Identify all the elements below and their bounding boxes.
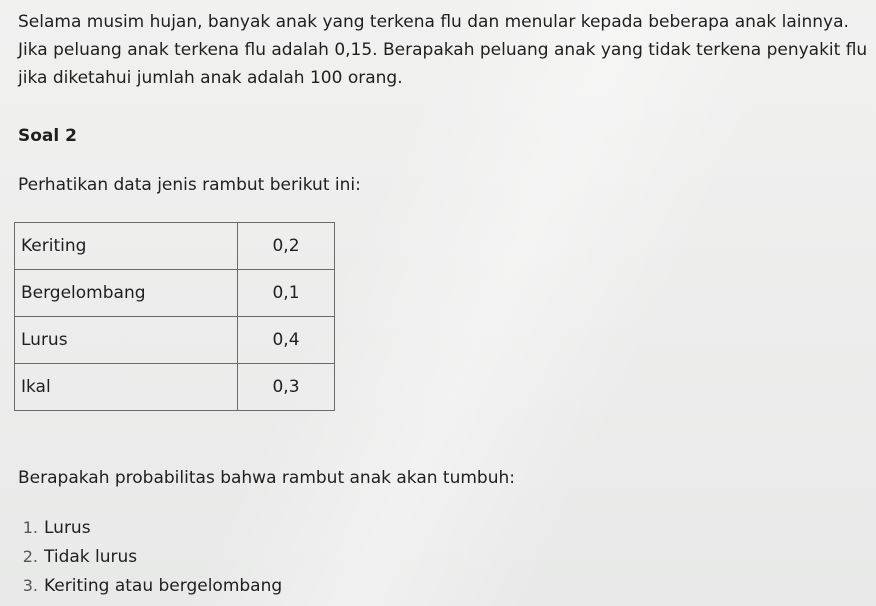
probability-cell: 0,4 [238,317,335,364]
table-row [15,223,335,270]
option-text: Tidak lurus [44,547,138,567]
table-row [15,270,335,317]
table-row [15,364,335,411]
hair-type-cell: Lurus [15,317,238,364]
option-number: 3. [22,576,38,595]
probability-cell: 0,2 [238,223,335,270]
option-number: 1. [22,518,38,537]
hair-type-cell: Keriting [15,223,238,270]
options-list [18,516,282,603]
section-heading: Soal 2 [18,126,77,146]
list-item [18,545,282,574]
hair-type-cell: Bergelombang [15,270,238,317]
list-item [18,574,282,603]
option-number: 2. [22,547,38,566]
probability-cell: 0,3 [238,364,335,411]
option-text: Lurus [44,518,91,538]
table-row [15,317,335,364]
problem-paragraph: Selama musim hujan, banyak anak yang terkena flu dan menular kepada beberapa anak lainnya. Jika peluang anak terkena flu adalah 0,15. Berapakah peluang anak yang tidak terkena penyakit flu jika diketahui jumlah anak adalah 100 orang. [18,12,868,88]
list-item [18,516,282,545]
probability-cell: 0,1 [238,270,335,317]
hair-type-table [14,222,335,411]
intro-text: Perhatikan data jenis rambut berikut ini: [18,175,361,195]
hair-type-cell: Ikal [15,364,238,411]
question-text: Berapakah probabilitas bahwa rambut anak akan tumbuh: [18,468,515,488]
option-text: Keriting atau bergelombang [44,576,283,596]
